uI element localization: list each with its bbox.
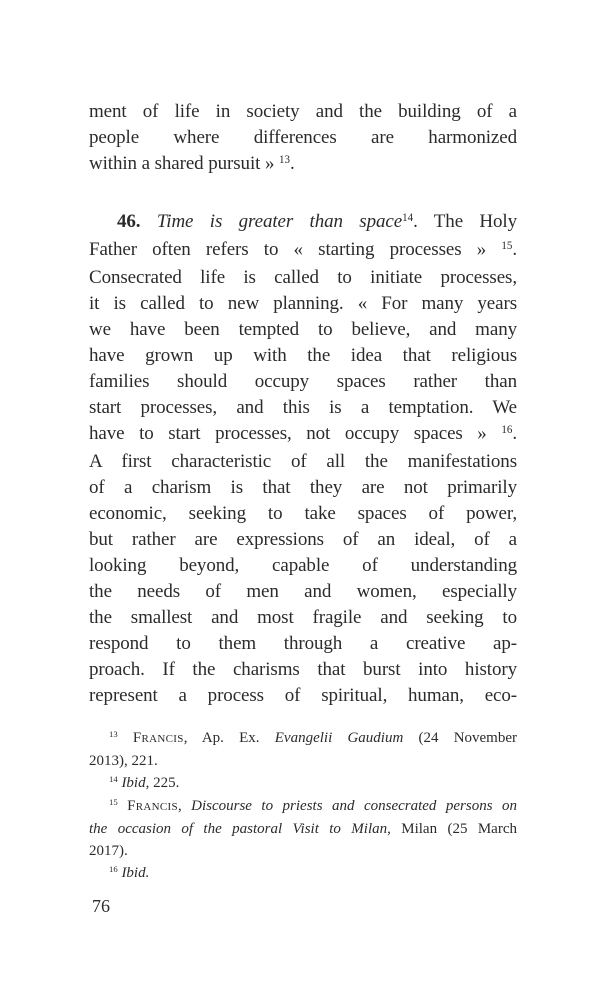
footnote-reference: 14 xyxy=(109,774,118,785)
text-line xyxy=(89,237,517,265)
text-line xyxy=(89,291,517,317)
text-run: respond to them through a creative ap- xyxy=(89,633,517,654)
text-line xyxy=(89,772,517,795)
text-run: within a shared pursuit » xyxy=(89,153,280,174)
text-run: the occasion of the pastoral Visit to Milan xyxy=(89,821,388,837)
text-run: , 225. xyxy=(145,775,180,791)
text-run: we have been tempted to believe, and many xyxy=(89,319,517,340)
text-run: , Milan (25 March xyxy=(387,821,517,837)
text-line xyxy=(89,795,517,818)
text-run: . The Holy xyxy=(413,211,518,232)
text-line xyxy=(89,553,517,579)
page-number: 76 xyxy=(92,896,110,916)
text-run: families should occupy spaces rather than xyxy=(89,371,517,392)
text-line xyxy=(89,750,517,772)
footnote-reference: 15 xyxy=(501,239,513,252)
text-line xyxy=(89,265,517,291)
text-run: Time is greater than space xyxy=(156,211,403,232)
text-run: looking beyond, capable of understanding xyxy=(89,555,517,576)
text-run: people where differences are harmonized xyxy=(89,127,517,148)
text-line xyxy=(89,317,517,343)
text-line xyxy=(89,421,517,449)
text-run: Consecrated life is called to initiate processes, xyxy=(89,267,517,288)
text-line xyxy=(89,631,517,657)
text-line xyxy=(89,683,517,709)
text-line xyxy=(89,605,517,631)
text-line xyxy=(89,343,517,369)
text-run: Discourse to priests and consecrated persons on xyxy=(191,798,517,814)
text-run: 2017). xyxy=(89,843,128,859)
text-run: it is called to new planning. « For many years xyxy=(89,293,517,314)
text-run: ment of life in society and the building of a xyxy=(89,101,517,122)
text-run: have to start processes, not occupy spaces » xyxy=(89,423,502,444)
text-run: 46. xyxy=(117,211,141,232)
text-line xyxy=(89,125,517,151)
text-run: , Ap. Ex. xyxy=(183,730,275,746)
text-run: economic, seeking to take spaces of power, xyxy=(89,503,517,524)
text-run: Francis xyxy=(132,730,184,746)
footnote-reference: 15 xyxy=(109,797,118,808)
text-run: the smallest and most fragile and seeking to xyxy=(89,607,517,628)
paragraph-section-46 xyxy=(89,209,517,709)
footnote-reference: 16 xyxy=(501,423,513,436)
footnote-16 xyxy=(89,862,517,885)
text-run xyxy=(118,798,127,814)
text-line xyxy=(89,527,517,553)
text-run: represent a process of spiritual, human, eco- xyxy=(89,685,517,706)
paragraph-continuation xyxy=(89,99,517,179)
footnote-13 xyxy=(89,727,517,772)
text-run xyxy=(118,730,133,746)
text-line xyxy=(89,395,517,421)
footnote-15 xyxy=(89,795,517,862)
text-run: have grown up with the idea that religious xyxy=(89,345,517,366)
footnotes xyxy=(89,727,517,885)
text-run: (24 November xyxy=(403,730,518,746)
text-run: the needs of men and women, especially xyxy=(89,581,517,602)
text-run xyxy=(140,211,156,232)
text-run: start processes, and this is a temptation. We xyxy=(89,397,517,418)
text-line xyxy=(89,209,517,237)
text-run: of a charism is that they are not primarily xyxy=(89,477,517,498)
footnote-reference: 13 xyxy=(279,153,291,166)
footnote-reference: 16 xyxy=(109,864,118,875)
text-line xyxy=(89,727,517,750)
text-line xyxy=(89,840,517,862)
text-run: . xyxy=(290,153,295,174)
text-line xyxy=(89,99,517,125)
text-run: Francis xyxy=(127,798,178,814)
footnote-reference: 13 xyxy=(109,729,118,740)
text-run: Ibid xyxy=(121,775,146,791)
body-text xyxy=(89,99,517,709)
text-run: 2013), 221. xyxy=(89,753,158,769)
text-line xyxy=(89,862,517,885)
text-run: , xyxy=(177,798,192,814)
text-run: A first characteristic of all the manifestations xyxy=(89,451,517,472)
text-line xyxy=(89,501,517,527)
text-run: but rather are expressions of an ideal, of a xyxy=(89,529,517,550)
text-line xyxy=(89,151,517,179)
text-run: proach. If the charisms that burst into history xyxy=(89,659,517,680)
text-line xyxy=(89,579,517,605)
text-line xyxy=(89,449,517,475)
text-run: Ibid. xyxy=(121,865,150,881)
text-line xyxy=(89,475,517,501)
text-line xyxy=(89,657,517,683)
text-run: . xyxy=(512,239,517,260)
text-run: . xyxy=(512,423,517,444)
text-run: Father often refers to « starting processes » xyxy=(89,239,502,260)
text-line xyxy=(89,818,517,840)
footnote-14 xyxy=(89,772,517,795)
text-run: Evangelii Gaudium xyxy=(274,730,404,746)
footnote-reference: 14 xyxy=(402,211,414,224)
text-line xyxy=(89,369,517,395)
